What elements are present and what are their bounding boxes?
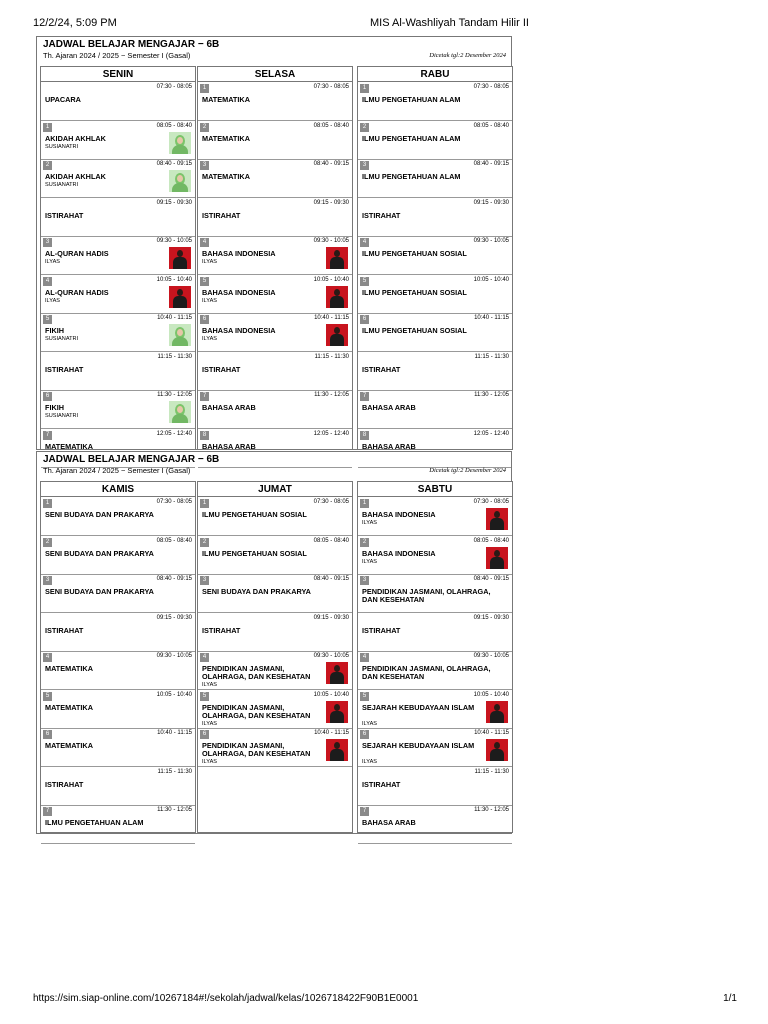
lesson-slot (358, 614, 512, 652)
sheet-subtitle: Th. Ajaran 2024 / 2025 − Semester I (Gasal) (43, 51, 191, 60)
period-number: 2 (43, 161, 52, 170)
lesson-slot (198, 498, 352, 536)
subject-name: ILMU PENGETAHUAN SOSIAL (202, 510, 307, 519)
day-column-rabu (357, 66, 513, 450)
subject-name: PENDIDIKAN JASMANI, OLAHRAGA, DAN KESEHATAN (202, 702, 311, 720)
subject-name: BAHASA ARAB (362, 403, 416, 412)
teacher-photo (326, 662, 348, 684)
slot-time: 07:30 - 08:05 (156, 499, 192, 505)
photo-head (334, 289, 340, 296)
lesson-slot (41, 391, 195, 429)
photo-head (334, 327, 340, 334)
subject-name: SENI BUDAYA DAN PRAKARYA (45, 548, 154, 558)
lesson-slot (41, 353, 195, 391)
period-number: 3 (360, 576, 369, 585)
lesson-slot (41, 768, 195, 806)
period-number: 6 (43, 730, 52, 739)
photo-face (177, 137, 183, 144)
slot-time: 08:05 - 08:40 (473, 537, 509, 544)
photo-face (177, 406, 183, 413)
period-number: 2 (360, 538, 369, 547)
teacher-name: SUSIANATRI (45, 413, 79, 419)
subject-name: BAHASA ARAB (362, 441, 416, 451)
photo-face (177, 329, 183, 336)
slot-time: 11:15 - 11:30 (314, 353, 349, 360)
subject-name: SENI BUDAYA DAN PRAKARYA (45, 510, 154, 519)
slot-time: 11:30 - 12:05 (157, 807, 192, 813)
teacher-name: SUSIANATRI (45, 143, 79, 150)
slot-time: 10:05 - 10:40 (473, 691, 509, 698)
slot-time: 11:15 - 11:30 (157, 353, 192, 360)
print-site-title: MIS Al-Washliyah Tandam Hilir II (370, 17, 529, 29)
slot-time: 07:30 - 08:05 (156, 84, 192, 90)
photo-head (177, 250, 183, 257)
lesson-slot (41, 806, 195, 844)
subject-name: ISTIRAHAT (362, 625, 401, 635)
subject-name: BAHASA ARAB (202, 441, 256, 451)
slot-time: 10:05 - 10:40 (473, 276, 509, 283)
photo-body (330, 334, 344, 346)
teacher-name: SUSIANATRI (45, 336, 79, 342)
lesson-slot (41, 614, 195, 652)
period-number: 3 (43, 576, 52, 585)
slot-time: 11:15 - 11:30 (157, 768, 192, 775)
slot-time: 10:40 - 11:15 (314, 315, 349, 321)
subject-name: AL-QURAN HADIS (45, 249, 109, 258)
lesson-slot (198, 391, 352, 429)
subject-name: ISTIRAHAT (362, 364, 401, 374)
lesson-slot (358, 237, 512, 275)
photo-head (334, 704, 340, 711)
lesson-slot (198, 83, 352, 121)
subject-name: ILMU PENGETAHUAN SOSIAL (362, 249, 467, 258)
lesson-slot (41, 537, 195, 575)
period-number: 7 (43, 431, 52, 440)
printed-date: Dicetak tgl:2 Desember 2024 (429, 467, 506, 474)
photo-body (173, 296, 187, 308)
lesson-slot (198, 614, 352, 652)
subject-name: AL-QURAN HADIS (45, 287, 109, 297)
sheet-title: JADWAL BELAJAR MENGAJAR − 6B (43, 39, 220, 50)
subject-name: BAHASA ARAB (202, 403, 256, 412)
lesson-slot (358, 691, 512, 729)
photo-body (490, 557, 504, 569)
slot-time: 07:30 - 08:05 (313, 499, 349, 505)
period-number: 4 (360, 238, 369, 247)
subject-name: ILMU PENGETAHUAN ALAM (362, 133, 461, 143)
subject-name: ISTIRAHAT (362, 210, 401, 220)
teacher-name: ILYAS (45, 259, 61, 265)
photo-body (330, 672, 344, 684)
teacher-photo (169, 170, 191, 192)
slot-time: 08:40 - 09:15 (313, 576, 349, 582)
subject-name: SENI BUDAYA DAN PRAKARYA (202, 587, 311, 596)
teacher-name: ILYAS (45, 297, 61, 304)
teacher-photo (169, 324, 191, 346)
teacher-name: ILYAS (202, 297, 218, 304)
slot-time: 10:40 - 11:15 (157, 730, 192, 736)
sheet-header (37, 37, 511, 64)
teacher-name: ILYAS (202, 720, 218, 727)
slot-time: 11:30 - 12:05 (474, 392, 509, 398)
teacher-name: ILYAS (362, 520, 378, 526)
subject-name: MATEMATIKA (202, 172, 250, 181)
photo-body (330, 257, 344, 269)
photo-head (177, 289, 183, 296)
lesson-slot (41, 498, 195, 536)
lesson-slot (198, 237, 352, 275)
subject-name: MATEMATIKA (45, 441, 93, 451)
teacher-name: ILYAS (202, 682, 218, 688)
sheet-title: JADWAL BELAJAR MENGAJAR − 6B (43, 454, 220, 465)
subject-name: PENDIDIKAN JASMANI, OLAHRAGA, DAN KESEHATAN (362, 587, 491, 604)
teacher-photo (486, 547, 508, 569)
subject-name: SEJARAH KEBUDAYAAN ISLAM (362, 741, 475, 750)
lesson-slot (41, 199, 195, 237)
page-url: https://sim.siap-online.com/10267184#!/sekolah/jadwal/kelas/1026718422F90B1E0001 (33, 993, 419, 1004)
slot-time: 09:30 - 10:05 (473, 653, 509, 659)
teacher-photo (326, 739, 348, 761)
period-number: 1 (43, 499, 52, 508)
subject-name: MATEMATIKA (202, 133, 250, 143)
slot-time: 08:40 - 09:15 (473, 161, 509, 167)
slot-time: 09:15 - 09:30 (156, 614, 192, 621)
lesson-slot (198, 652, 352, 690)
lesson-slot (358, 537, 512, 575)
lesson-slot (358, 160, 512, 198)
subject-name: ILMU PENGETAHUAN SOSIAL (362, 326, 467, 335)
photo-body (490, 749, 504, 761)
lesson-slot (198, 537, 352, 575)
slot-time: 10:05 - 10:40 (313, 691, 349, 698)
subject-name: ISTIRAHAT (45, 779, 84, 789)
teacher-photo (326, 286, 348, 308)
lesson-slot (41, 652, 195, 690)
slot-time: 08:05 - 08:40 (313, 122, 349, 129)
subject-name: PENDIDIKAN JASMANI, OLAHRAGA, DAN KESEHATAN (362, 664, 491, 681)
teacher-photo (169, 132, 191, 154)
photo-body (172, 183, 188, 192)
subject-name: ISTIRAHAT (202, 364, 241, 374)
day-header: SENIN (41, 67, 195, 82)
lesson-slot (358, 652, 512, 690)
subject-name: ISTIRAHAT (45, 364, 84, 374)
slot-time: 11:30 - 12:05 (157, 392, 192, 398)
day-header: SELASA (198, 67, 352, 82)
print-footer (33, 993, 737, 1007)
lesson-slot (358, 391, 512, 429)
period-number: 6 (360, 730, 369, 739)
period-number: 5 (43, 692, 52, 701)
slot-time: 07:30 - 08:05 (473, 84, 509, 90)
day-column-selasa (197, 66, 353, 450)
period-number: 2 (360, 123, 369, 132)
photo-body (172, 414, 188, 423)
period-number: 1 (200, 499, 209, 508)
teacher-photo (486, 508, 508, 530)
slot-time: 08:40 - 09:15 (156, 576, 192, 582)
slot-time: 11:30 - 12:05 (314, 392, 349, 398)
teacher-photo (326, 247, 348, 269)
photo-body (173, 257, 187, 269)
teacher-photo (326, 701, 348, 723)
lesson-slot (198, 575, 352, 613)
subject-name: BAHASA INDONESIA (202, 326, 276, 335)
lesson-slot (198, 729, 352, 767)
teacher-photo (486, 739, 508, 761)
lesson-slot (41, 83, 195, 121)
sheet-header (37, 452, 511, 479)
photo-body (330, 749, 344, 761)
print-datetime: 12/2/24, 5:09 PM (33, 17, 117, 29)
subject-name: ILMU PENGETAHUAN SOSIAL (202, 548, 307, 558)
period-number: 1 (43, 123, 52, 132)
period-number: 3 (200, 161, 209, 170)
page-number: 1/1 (723, 993, 737, 1004)
subject-name: BAHASA INDONESIA (202, 249, 276, 258)
teacher-photo (326, 324, 348, 346)
slot-time: 08:05 - 08:40 (156, 537, 192, 544)
slot-time: 08:40 - 09:15 (156, 161, 192, 167)
lesson-slot (198, 199, 352, 237)
photo-head (334, 742, 340, 749)
lesson-slot (41, 122, 195, 160)
period-number: 5 (360, 692, 369, 701)
period-number: 4 (200, 653, 209, 662)
teacher-photo (486, 701, 508, 723)
lesson-slot (41, 575, 195, 613)
slot-time: 08:05 - 08:40 (313, 537, 349, 544)
slot-time: 11:15 - 11:30 (474, 353, 509, 360)
lesson-slot (358, 498, 512, 536)
teacher-photo (169, 247, 191, 269)
slot-time: 10:40 - 11:15 (474, 315, 509, 321)
photo-body (172, 337, 188, 346)
day-column-jumat (197, 481, 353, 833)
slot-time: 07:30 - 08:05 (473, 499, 509, 505)
photo-head (494, 742, 500, 749)
subject-name: ISTIRAHAT (202, 625, 241, 635)
teacher-photo (169, 286, 191, 308)
period-number: 6 (43, 392, 52, 401)
period-number: 2 (200, 123, 209, 132)
teacher-photo (169, 401, 191, 423)
subject-name: MATEMATIKA (45, 664, 93, 673)
subject-name: BAHASA INDONESIA (362, 548, 436, 558)
slot-time: 07:30 - 08:05 (313, 84, 349, 90)
day-column-sabtu (357, 481, 513, 833)
lesson-slot (358, 768, 512, 806)
subject-name: PENDIDIKAN JASMANI, OLAHRAGA, DAN KESEHATAN (202, 664, 311, 681)
lesson-slot (198, 122, 352, 160)
slot-time: 09:30 - 10:05 (313, 653, 349, 659)
lesson-slot (358, 199, 512, 237)
teacher-name: ILYAS (202, 336, 218, 342)
subject-name: UPACARA (45, 95, 81, 104)
slot-time: 10:05 - 10:40 (313, 276, 349, 283)
subject-name: ILMU PENGETAHUAN SOSIAL (362, 287, 467, 297)
subject-name: FIKIH (45, 403, 65, 412)
lesson-slot (41, 691, 195, 729)
lesson-slot (358, 806, 512, 844)
period-number: 6 (200, 315, 209, 324)
slot-time: 11:30 - 12:05 (474, 807, 509, 813)
subject-name: ISTIRAHAT (45, 210, 84, 220)
subject-name: ILMU PENGETAHUAN ALAM (362, 95, 461, 104)
period-number: 3 (43, 238, 52, 247)
period-number: 7 (200, 392, 209, 401)
period-number: 1 (360, 84, 369, 93)
slot-time: 09:30 - 10:05 (156, 653, 192, 659)
subject-name: AKIDAH AKHLAK (45, 172, 106, 181)
period-number: 2 (200, 538, 209, 547)
slot-time: 09:15 - 09:30 (473, 614, 509, 621)
period-number: 6 (200, 730, 209, 739)
lesson-slot (41, 276, 195, 314)
slot-time: 12:05 - 12:40 (473, 430, 509, 437)
photo-head (494, 704, 500, 711)
lesson-slot (41, 237, 195, 275)
lesson-slot (198, 314, 352, 352)
period-number: 7 (360, 392, 369, 401)
period-number: 6 (360, 315, 369, 324)
period-number: 2 (43, 538, 52, 547)
day-header: JUMAT (198, 482, 352, 497)
lesson-slot (198, 691, 352, 729)
period-number: 8 (200, 431, 209, 440)
slot-time: 09:15 - 09:30 (313, 614, 349, 621)
slot-time: 10:40 - 11:15 (474, 730, 509, 736)
slot-time: 10:40 - 11:15 (157, 315, 192, 321)
slot-time: 10:40 - 11:15 (314, 730, 349, 736)
slot-time: 08:05 - 08:40 (473, 122, 509, 129)
schedule-sheet (36, 451, 512, 834)
subject-name: PENDIDIKAN JASMANI, OLAHRAGA, DAN KESEHATAN (202, 741, 311, 758)
lesson-slot (358, 575, 512, 613)
photo-body (490, 518, 504, 530)
slot-time: 12:05 - 12:40 (156, 430, 192, 437)
period-number: 4 (200, 238, 209, 247)
period-number: 5 (43, 315, 52, 324)
slot-time: 09:15 - 09:30 (156, 199, 192, 206)
subject-name: ISTIRAHAT (362, 779, 401, 789)
lesson-slot (198, 353, 352, 391)
teacher-name: ILYAS (362, 558, 378, 565)
photo-head (494, 511, 500, 518)
slot-time: 09:15 - 09:30 (313, 199, 349, 206)
period-number: 5 (360, 277, 369, 286)
slot-time: 08:40 - 09:15 (313, 161, 349, 167)
lesson-slot (358, 83, 512, 121)
teacher-name: ILYAS (362, 759, 378, 765)
period-number: 7 (360, 807, 369, 816)
lesson-slot (358, 314, 512, 352)
subject-name: ISTIRAHAT (202, 210, 241, 220)
slot-time: 09:30 - 10:05 (156, 238, 192, 244)
lesson-slot (358, 122, 512, 160)
period-number: 5 (200, 277, 209, 286)
lesson-slot (358, 353, 512, 391)
slot-time: 11:15 - 11:30 (474, 768, 509, 775)
slot-time: 08:05 - 08:40 (156, 122, 192, 129)
subject-name: SENI BUDAYA DAN PRAKARYA (45, 587, 154, 596)
photo-face (177, 175, 183, 182)
photo-body (330, 296, 344, 308)
photo-head (334, 250, 340, 257)
schedule-sheet (36, 36, 512, 450)
printed-date: Dicetak tgl:2 Desember 2024 (429, 52, 506, 59)
subject-name: MATEMATIKA (45, 741, 93, 750)
period-number: 7 (43, 807, 52, 816)
subject-name: ILMU PENGETAHUAN ALAM (45, 818, 144, 827)
period-number: 4 (43, 653, 52, 662)
teacher-name: ILYAS (202, 759, 218, 765)
sheet-subtitle: Th. Ajaran 2024 / 2025 − Semester I (Gasal) (43, 466, 191, 475)
teacher-name: ILYAS (362, 720, 378, 727)
period-number: 3 (360, 161, 369, 170)
period-number: 1 (200, 84, 209, 93)
day-column-kamis (40, 481, 196, 833)
photo-body (172, 145, 188, 154)
slot-time: 09:30 - 10:05 (313, 238, 349, 244)
subject-name: MATEMATIKA (45, 702, 93, 712)
period-number: 5 (200, 692, 209, 701)
slot-time: 10:05 - 10:40 (156, 276, 192, 283)
subject-name: BAHASA INDONESIA (362, 510, 436, 519)
subject-name: ISTIRAHAT (45, 625, 84, 635)
slot-time: 12:05 - 12:40 (313, 430, 349, 437)
period-number: 4 (43, 277, 52, 286)
lesson-slot (358, 729, 512, 767)
subject-name: ILMU PENGETAHUAN ALAM (362, 172, 461, 181)
lesson-slot (198, 160, 352, 198)
period-number: 3 (200, 576, 209, 585)
day-header: KAMIS (41, 482, 195, 497)
subject-name: BAHASA ARAB (362, 818, 416, 827)
subject-name: MATEMATIKA (202, 95, 250, 104)
photo-body (330, 711, 344, 723)
day-header: SABTU (358, 482, 512, 497)
photo-body (490, 711, 504, 723)
period-number: 4 (360, 653, 369, 662)
day-column-senin (40, 66, 196, 450)
teacher-name: ILYAS (202, 259, 218, 265)
subject-name: SEJARAH KEBUDAYAAN ISLAM (362, 702, 475, 712)
subject-name: FIKIH (45, 326, 65, 335)
slot-time: 08:40 - 09:15 (473, 576, 509, 582)
slot-time: 10:05 - 10:40 (156, 691, 192, 698)
subject-name: BAHASA INDONESIA (202, 287, 276, 297)
slot-time: 09:30 - 10:05 (473, 238, 509, 244)
lesson-slot (41, 729, 195, 767)
photo-head (494, 550, 500, 557)
slot-time: 09:15 - 09:30 (473, 199, 509, 206)
period-number: 8 (360, 431, 369, 440)
print-header (33, 17, 733, 31)
lesson-slot (198, 276, 352, 314)
lesson-slot (41, 314, 195, 352)
period-number: 1 (360, 499, 369, 508)
lesson-slot (41, 160, 195, 198)
teacher-name: SUSIANATRI (45, 182, 79, 188)
day-header: RABU (358, 67, 512, 82)
lesson-slot (358, 276, 512, 314)
subject-name: AKIDAH AKHLAK (45, 133, 106, 143)
photo-head (334, 665, 340, 672)
